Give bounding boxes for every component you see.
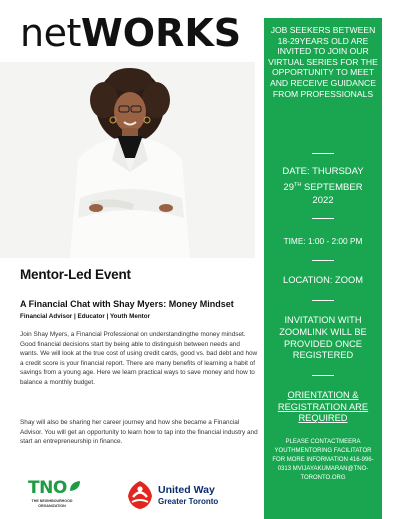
event-date <box>268 166 378 208</box>
divider <box>312 218 334 219</box>
tno-mark: TNO <box>28 478 67 498</box>
date-line1: DATE: THURSDAY <box>282 166 364 177</box>
divider <box>312 260 334 261</box>
networks-logo <box>20 11 242 55</box>
logo-bold: WORKS <box>80 11 242 55</box>
date-year: 2022 <box>312 194 334 206</box>
date-month: SEPTEMBER <box>303 181 363 193</box>
tno-leaf-icon <box>68 479 82 493</box>
event-title: Mentor-Led Event <box>20 267 131 282</box>
info-sidebar <box>264 18 382 519</box>
portrait-photo <box>0 62 255 258</box>
event-subtitle: A Financial Chat with Shay Myers: Money Mindset <box>20 299 234 309</box>
united-way-city: Greater Toronto <box>158 497 219 506</box>
speaker-bio: Shay will also be sharing her career journey and how she became a Financial Advisor. You will get an opportunity to learn how to tap into the financial industry and start an entrepreneurship in finance. <box>20 419 258 446</box>
united-way-logo <box>126 478 236 512</box>
tno-org-name: THE NEIGHBOURHOOD ORGANIZATION <box>31 499 73 508</box>
contact-info: PLEASE CONTACTMEERA YOUTHMENTORING FACILITATOR FOR MORE INFORMATION 416-996-0313 MVIJAYAKUMARAN@TNO-TORONTO.ORG <box>272 439 374 481</box>
divider <box>312 300 334 301</box>
united-way-name: United Way <box>158 484 215 496</box>
united-way-icon <box>126 480 154 510</box>
registration-required: ORIENTATION & REGISTRATION ARE REQUIRED <box>277 390 369 424</box>
event-description: Join Shay Myers, a Financial Professional on understandingthe money mindset. Good financial decisions start by being able to distinguish between needs and wants. We will look at the true cost of using credit cards, good vs. bad debt and how a credit score is your financial report. There are many benefits of learning a habit of savings from a young age. Here we learn practical ways to save money and how to balance a monthly budget. <box>20 331 258 386</box>
event-time: TIME: 1:00 - 2:00 PM <box>283 236 363 246</box>
sidebar-intro: JOB SEEKERS BETWEEN 18-29YEARS OLD ARE INVITED TO JOIN OUR VIRTUAL SERIES FOR THE OPPORTUNITY TO MEET AND RECEIVE GUIDANCE FROM PROFESSIONALS <box>268 25 378 99</box>
speaker-roles: Financial Advisor | Educator | Youth Mentor <box>20 313 151 320</box>
logo-light: net <box>20 11 81 55</box>
divider <box>312 375 334 376</box>
date-day: 29 <box>283 181 294 193</box>
zoom-invitation-note: INVITATION WITH ZOOMLINK WILL BE PROVIDED ONCE REGISTERED <box>279 315 367 361</box>
divider <box>312 153 334 154</box>
tno-logo <box>20 478 84 512</box>
event-location: LOCATION: ZOOM <box>283 275 363 285</box>
date-suffix: TH <box>293 181 302 188</box>
date-line2 <box>268 179 378 195</box>
portrait-illustration <box>0 62 255 258</box>
